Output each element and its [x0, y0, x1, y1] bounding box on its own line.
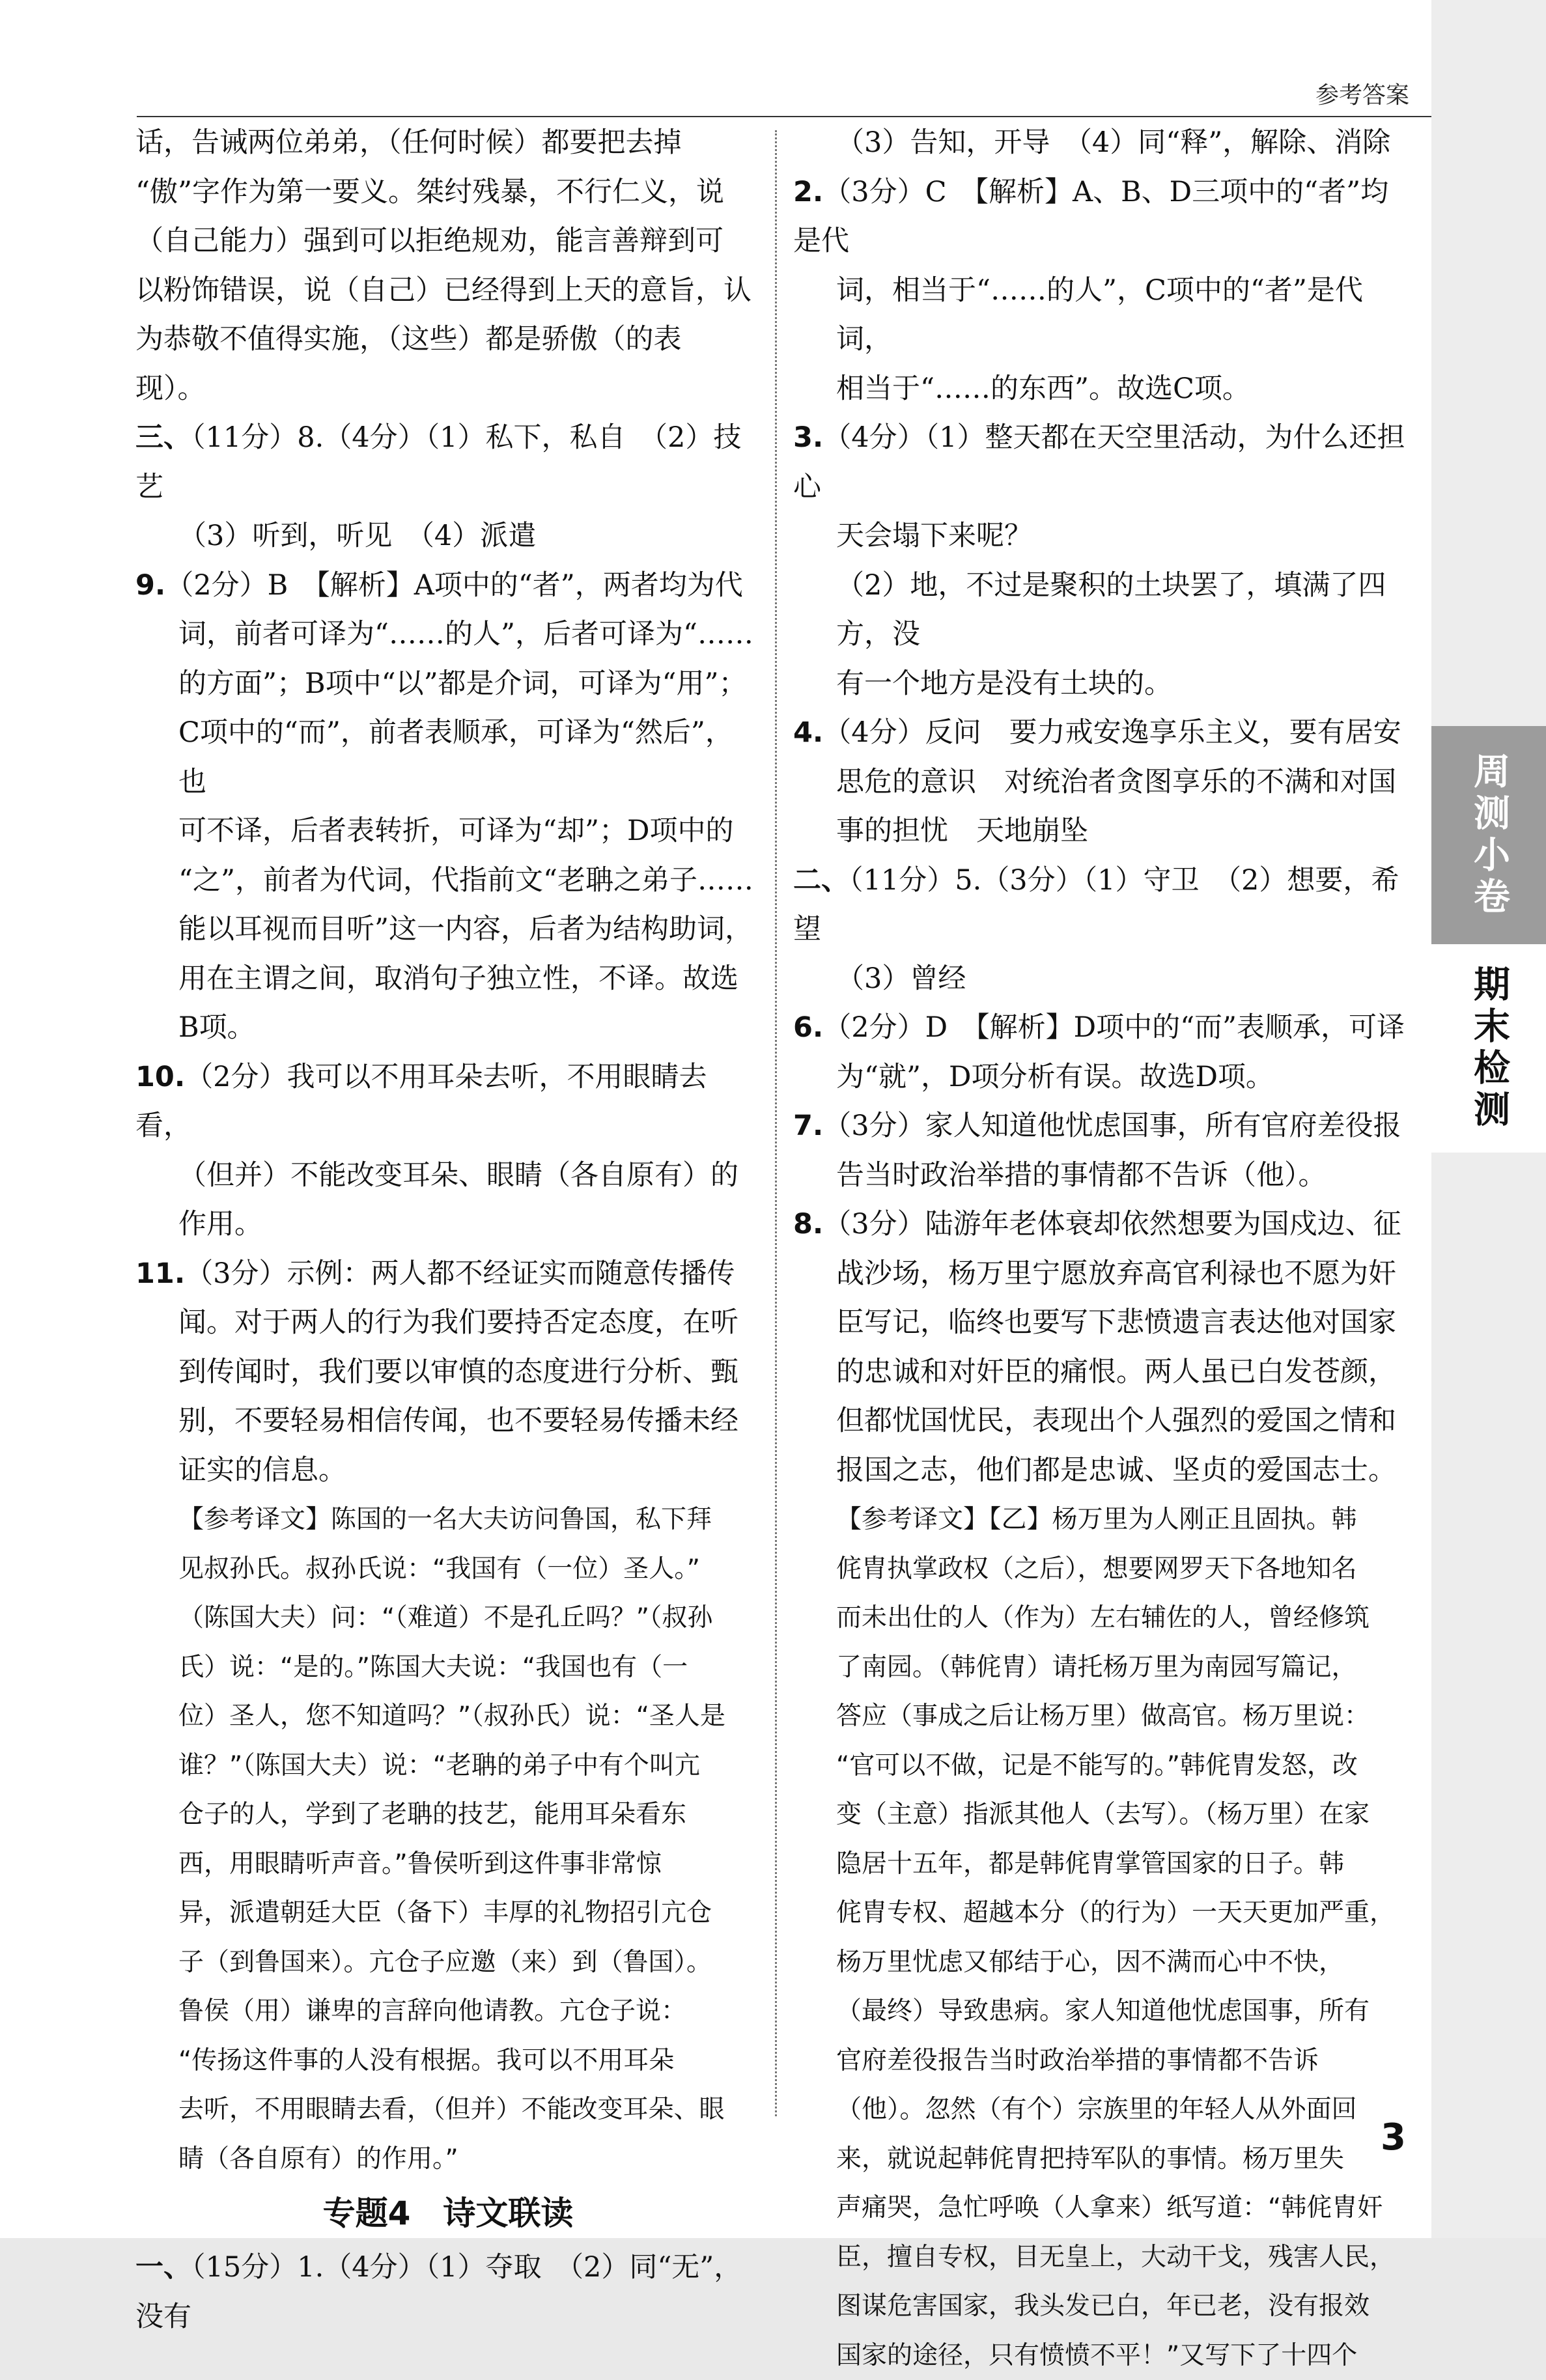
- answer-line: [135, 1495, 761, 1545]
- answer-text: 臣写记，临终也要写下悲愤遗言表达他对国家: [836, 1306, 1396, 1339]
- answer-text: 话，告诫两位弟弟，（任何时候）都要把去掉: [135, 126, 682, 159]
- left-column: [135, 119, 761, 2342]
- answer-text: 【参考译文】陈国的一名大夫访问鲁国，私下拜: [178, 1505, 712, 1534]
- answer-line: [135, 266, 761, 316]
- answer-line: [793, 856, 1416, 955]
- answer-text: 可不译，后者表转折，可译为“却”；D项中的: [178, 815, 733, 847]
- answer-line: [135, 1151, 761, 1201]
- answer-text: （最终）导致患病。家人知道他忧虑国事，所有: [836, 1996, 1370, 2026]
- answer-line: [793, 1643, 1416, 1692]
- answer-line: [793, 955, 1416, 1004]
- answer-line: [135, 1692, 761, 1741]
- question-number: 11.: [135, 1257, 185, 1290]
- answer-line: [135, 1200, 761, 1250]
- answer-text: 图谋危害国家，我头发已白，年已老，没有报效: [836, 2291, 1370, 2321]
- answer-text: 词，前者可译为“……的人”，后者可译为“……: [178, 618, 753, 651]
- answer-line: [793, 1102, 1416, 1151]
- answer-text: （2）地，不过是聚积的土块罢了，填满了四方，没: [836, 569, 1386, 651]
- answer-line: [793, 512, 1416, 561]
- answer-line: [793, 1593, 1416, 1643]
- answer-text: C项中的“而”，前者表顺承，可译为“然后”，也: [178, 716, 733, 798]
- answer-line: [135, 1545, 761, 1594]
- answer-text: 来，就说起韩侂胄把持军队的事情。杨万里失: [836, 2144, 1344, 2174]
- answer-text: 子（到鲁国来）。亢仓子应邀（来）到（鲁国）。: [178, 1948, 712, 1977]
- answer-text: 告当时政治举措的事情都不告诉（他）。: [836, 1159, 1327, 1192]
- answer-line: [135, 2085, 761, 2135]
- answer-line: [135, 1348, 761, 1397]
- answer-text: 臣，擅自专权，目无皇上，大动干戈，残害人民，: [836, 2243, 1395, 2272]
- answer-line: [135, 1840, 761, 1889]
- answer-text: 别，不要轻易相信传闻，也不要轻易传播未经: [178, 1405, 738, 1437]
- answer-text: 杨万里忧虑又郁结于心，因不满而心中不快，: [836, 1948, 1344, 1977]
- answer-text: 相当于“……的东西”。故选C项。: [836, 372, 1250, 405]
- answer-text: 战沙场，杨万里宁愿放弃高官利禄也不愿为奸: [836, 1257, 1396, 1290]
- answer-line: [793, 119, 1416, 168]
- answer-text: （15分）1.（4分）（1）夺取 （2）同“无”，没有: [135, 2251, 742, 2333]
- answer-line: [793, 1003, 1416, 1053]
- answer-text: 见叔孙氏。叔孙氏说：“我国有（一位）圣人。”: [178, 1554, 700, 1584]
- answer-text: B项。: [178, 1011, 255, 1044]
- side-tab-final-label: 期末检测: [1463, 965, 1515, 1132]
- question-number: 9.: [135, 569, 165, 602]
- answer-line: [793, 1692, 1416, 1741]
- answer-line: [793, 1446, 1416, 1496]
- answer-line: [793, 1298, 1416, 1348]
- answer-line: [793, 1938, 1416, 1987]
- answer-line: [135, 708, 761, 807]
- answer-text: 变（主意）指派其他人（去写）。（杨万里）在家: [836, 1800, 1370, 1829]
- answer-line: [135, 365, 761, 414]
- question-number: 一、: [135, 2251, 191, 2284]
- answer-line: [793, 2135, 1416, 2184]
- answer-text: 【参考译文】【乙】杨万里为人刚正且固执。韩: [836, 1505, 1357, 1534]
- answer-text: 去听，不用眼睛去看，（但并）不能改变耳朵、眼: [178, 2095, 725, 2124]
- answer-line: [135, 1593, 761, 1643]
- answer-line: [135, 2135, 761, 2184]
- question-number: 6.: [793, 1011, 823, 1044]
- answer-text: 报国之志，他们都是忠诚、坚贞的爱国志士。: [836, 1454, 1396, 1487]
- answer-line: [793, 660, 1416, 709]
- side-tab-final[interactable]: [1431, 944, 1546, 1153]
- answer-text: 但都忧国忧民，表现出个人强烈的爱国之情和: [836, 1405, 1396, 1437]
- answer-text: 了南园。（韩侂胄）请托杨万里为南园写篇记，: [836, 1653, 1357, 1682]
- side-tab-weekly-label: 周测小卷: [1463, 752, 1515, 919]
- question-number: 二、: [793, 864, 849, 897]
- answer-line: [793, 1741, 1416, 1791]
- answer-text: 氏）说：“是的。”陈国大夫说：“我国也有（一: [178, 1653, 688, 1682]
- answer-text: 国家的途径，只有愤愤不平！”又写下了十四个: [836, 2341, 1357, 2370]
- answer-text: 能以耳视而目听”这一内容，后者为结构助词，: [178, 913, 753, 945]
- answer-text: “傲”字作为第一要义。桀纣残暴，不行仁义，说: [135, 176, 724, 208]
- answer-line: [135, 413, 761, 512]
- answer-line: [793, 1200, 1416, 1250]
- answer-text: （2分）D 【解析】D项中的“而”表顺承，可译: [823, 1011, 1405, 1044]
- answer-line: [793, 2282, 1416, 2331]
- answer-text: “之”，前者为代词，代指前文“老聃之弟子……: [178, 864, 753, 897]
- answer-line: [793, 1987, 1416, 2036]
- answer-text: （3）曾经: [836, 962, 966, 995]
- question-number: 8.: [793, 1208, 823, 1240]
- answer-text: 闻。对于两人的行为我们要持否定态度，在听: [178, 1306, 738, 1339]
- answer-line: [793, 1348, 1416, 1397]
- answer-text: 的忠诚和对奸臣的痛恨。两人虽已白发苍颜，: [836, 1356, 1396, 1388]
- column-divider: [775, 130, 777, 2116]
- answer-line: [135, 1446, 761, 1496]
- answer-line: [793, 1790, 1416, 1840]
- question-number: 三、: [135, 421, 191, 454]
- page-header: 参考答案: [1315, 77, 1409, 110]
- section-title: 专题4 诗文联读: [135, 2183, 761, 2243]
- answer-line: [135, 119, 761, 168]
- answer-text: （4分）（1）整天都在天空里活动，为什么还担心: [793, 421, 1405, 503]
- answer-line: [793, 413, 1416, 512]
- answer-line: [135, 1741, 761, 1791]
- answer-line: [135, 1987, 761, 2036]
- answer-text: （3分）示例：两人都不经证实而随意传播传: [185, 1257, 735, 1290]
- answer-text: 异，派遣朝廷大臣（备下）丰厚的礼物招引亢仓: [178, 1898, 712, 1927]
- answer-line: [793, 561, 1416, 660]
- answer-line: [135, 2243, 761, 2342]
- answer-text: （3）听到，听见 （4）派遣: [178, 520, 536, 552]
- answer-line: [135, 217, 761, 266]
- answer-line: [793, 1397, 1416, 1446]
- answer-line: [135, 660, 761, 709]
- answer-text: 作用。: [178, 1208, 262, 1240]
- header-rule: [137, 116, 1431, 117]
- answer-text: （3分）家人知道他忧虑国事，所有官府差役报: [823, 1110, 1401, 1142]
- question-number: 3.: [793, 421, 823, 454]
- answer-line: [135, 955, 761, 1004]
- answer-line: [793, 2233, 1416, 2282]
- answer-text: 谁？”（陈国大夫）说：“老聃的弟子中有个叫亢: [178, 1751, 700, 1780]
- answer-text: 仓子的人，学到了老聃的技艺，能用耳朵看东: [178, 1800, 686, 1829]
- answer-text: 鲁侯（用）谦卑的言辞向他请教。亢仓子说：: [178, 1996, 686, 2026]
- answer-line: [135, 1250, 761, 1299]
- answer-line: [135, 561, 761, 611]
- answer-text: （他）。忽然（有个）宗族里的年轻人从外面回: [836, 2095, 1357, 2124]
- answer-text: 为“就”，D项分析有误。故选D项。: [836, 1061, 1274, 1093]
- answer-text: 到传闻时，我们要以审慎的态度进行分析、甄: [178, 1356, 738, 1388]
- answer-line: [135, 1888, 761, 1938]
- answer-text: 词，相当于“……的人”，C项中的“者”是代词，: [836, 274, 1363, 356]
- answer-line: [793, 168, 1416, 266]
- answer-text: 声痛哭，急忙呼唤（人拿来）纸写道：“韩侂胄奸: [836, 2193, 1383, 2222]
- answer-line: [793, 1151, 1416, 1201]
- answer-line: [135, 856, 761, 906]
- answer-line: [793, 2085, 1416, 2135]
- answer-line: [793, 2331, 1416, 2380]
- answer-line: [135, 2036, 761, 2086]
- answer-text: 西，用眼睛听声音。”鲁侯听到这件事非常惊: [178, 1849, 662, 1879]
- answer-text: （3）告知，开导 （4）同“释”，解除、消除: [836, 126, 1390, 159]
- answer-line: [135, 512, 761, 561]
- answer-text: “官可以不做，记是不能写的。”韩侂胄发怒，改: [836, 1751, 1358, 1780]
- answer-text: 隐居十五年，都是韩侂胄掌管国家的日子。韩: [836, 1849, 1344, 1879]
- answer-line: [135, 168, 761, 217]
- answer-text: 天会塌下来呢？: [836, 520, 1032, 552]
- answer-text: “传扬这件事的人没有根据。我可以不用耳朵: [178, 2046, 674, 2075]
- answer-text: 现）。: [135, 372, 206, 405]
- answer-text: 而未出仕的人（作为）左右辅佐的人，曾经修筑: [836, 1603, 1370, 1632]
- answer-line: [135, 905, 761, 955]
- answer-text: （自己能力）强到可以拒绝规劝，能言善辩到可: [135, 225, 724, 257]
- answer-text: 侂胄执掌政权（之后），想要网罗天下各地知名: [836, 1554, 1357, 1584]
- answer-line: [135, 1397, 761, 1446]
- page-number: 3: [1381, 2116, 1406, 2159]
- answer-text: 事的担忧 天地崩坠: [836, 815, 1088, 847]
- answer-line: [135, 315, 761, 365]
- answer-line: [793, 1545, 1416, 1594]
- answer-line: [793, 807, 1416, 856]
- answer-line: [793, 365, 1416, 414]
- answer-text: （2分）B 【解析】A项中的“者”，两者均为代: [165, 569, 742, 602]
- answer-line: [135, 1298, 761, 1348]
- answer-text: 有一个地方是没有土块的。: [836, 667, 1172, 700]
- question-number: 2.: [793, 176, 823, 208]
- answer-text: 以粉饰错误，说（自己）已经得到上天的意旨，认: [135, 274, 752, 307]
- answer-text: 用在主谓之间，取消句子独立性，不译。故选: [178, 962, 738, 995]
- answer-line: [793, 708, 1416, 758]
- answer-text: （11分）5.（3分）（1）守卫 （2）想要，希望: [793, 864, 1399, 946]
- answer-line: [793, 266, 1416, 365]
- answer-text: 官府差役报告当时政治举措的事情都不告诉: [836, 2046, 1319, 2075]
- answer-text: 侂胄专权、超越本分（的行为）一天天更加严重，: [836, 1898, 1395, 1927]
- answer-line: [793, 2036, 1416, 2086]
- answer-line: [135, 807, 761, 856]
- right-column: [793, 119, 1416, 2380]
- answer-text: （4分）反问 要力戒安逸享乐主义，要有居安: [823, 716, 1401, 749]
- answer-line: [135, 610, 761, 660]
- answer-line: [793, 1053, 1416, 1102]
- answer-line: [135, 1643, 761, 1692]
- answer-text: （陈国大夫）问：“（难道）不是孔丘吗？”（叔孙: [178, 1603, 712, 1632]
- answer-text: 位）圣人，您不知道吗？”（叔孙氏）说：“圣人是: [178, 1701, 725, 1731]
- answer-text: （但并）不能改变耳朵、眼睛（各自原有）的: [178, 1159, 738, 1192]
- answer-text: 的方面”；B项中“以”都是介词，可译为“用”；: [178, 667, 747, 700]
- answer-text: 为恭敬不值得实施，（这些）都是骄傲（的表: [135, 323, 682, 356]
- question-number: 4.: [793, 716, 823, 749]
- question-number: 7.: [793, 1110, 823, 1142]
- answer-line: [135, 1790, 761, 1840]
- answer-text: （2分）我可以不用耳朵去听，不用眼睛去看，: [135, 1061, 707, 1143]
- answer-line: [793, 2183, 1416, 2233]
- answer-text: 思危的意识 对统治者贪图享乐的不满和对国: [836, 766, 1396, 798]
- answer-line: [793, 1495, 1416, 1545]
- answer-line: [793, 1888, 1416, 1938]
- answer-text: （3分）C 【解析】A、B、D三项中的“者”均是代: [793, 176, 1388, 258]
- answer-text: （3分）陆游年老体衰却依然想要为国戍边、征: [823, 1208, 1401, 1240]
- side-tab-weekly[interactable]: [1431, 726, 1546, 944]
- answer-line: [793, 758, 1416, 807]
- answer-line: [793, 1250, 1416, 1299]
- answer-text: 证实的信息。: [178, 1454, 346, 1487]
- question-number: 10.: [135, 1061, 185, 1093]
- answer-text: 睛（各自原有）的作用。”: [178, 2144, 458, 2174]
- answer-line: [135, 1003, 761, 1053]
- answer-line: [135, 1938, 761, 1987]
- answer-text: 答应（事成之后让杨万里）做高官。杨万里说：: [836, 1701, 1370, 1731]
- answer-line: [135, 1053, 761, 1151]
- answer-text: （11分）8.（4分）（1）私下，私自 （2）技艺: [135, 421, 741, 503]
- answer-line: [793, 1840, 1416, 1889]
